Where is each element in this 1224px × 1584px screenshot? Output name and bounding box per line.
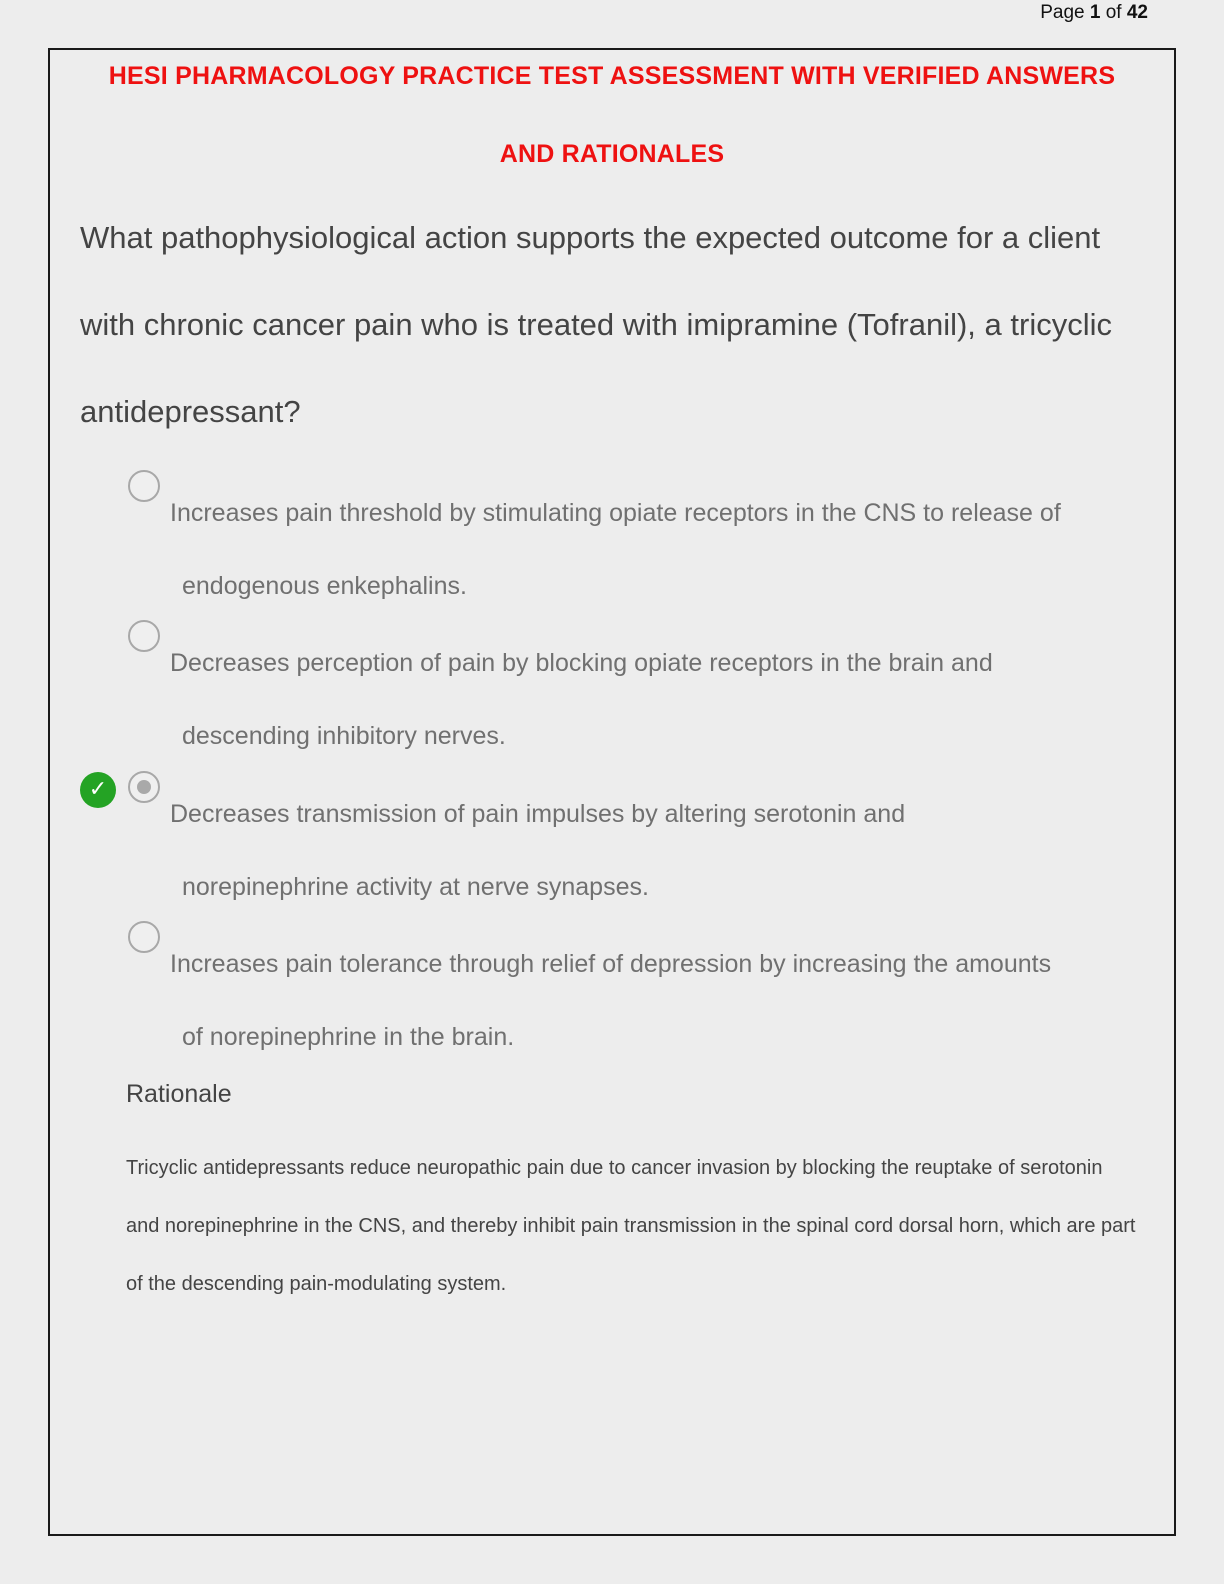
- option-line-2: endogenous enkephalins.: [182, 572, 467, 600]
- question-text: What pathophysiological action supports the expected outcome for a client with chronic cancer pain who is treated with imipramine (Tofranil), a tricyclic antidepressant?: [80, 220, 1112, 429]
- option-line-2: of norepinephrine in the brain.: [182, 1023, 515, 1051]
- radio-button-selected-icon[interactable]: [128, 771, 160, 803]
- option-line-2: norepinephrine activity at nerve synapses.: [182, 873, 649, 901]
- checkmark-circle-icon: ✓: [80, 772, 116, 808]
- option-line-2: descending inhibitory nerves.: [182, 722, 506, 750]
- page-label: Page: [1040, 2, 1085, 23]
- option-line-1: Decreases transmission of pain impulses by altering serotonin and: [170, 800, 906, 828]
- question-card: [48, 48, 1176, 1536]
- option-line-1: Increases pain threshold by stimulating opiate receptors in the CNS to release of: [170, 499, 1061, 527]
- page-of-label: of: [1105, 2, 1122, 23]
- answer-option-text: [170, 477, 1150, 623]
- answer-option-text: [170, 778, 1150, 924]
- document-title-continued: AND RATIONALES: [499, 140, 725, 168]
- total-pages: 42: [1126, 2, 1148, 23]
- current-page: 1: [1089, 2, 1101, 23]
- page-indicator: [1040, 2, 1148, 24]
- answer-option-text: [170, 928, 1150, 1074]
- document-title: HESI PHARMACOLOGY PRACTICE TEST ASSESSMENT WITH VERIFIED ANSWERS: [108, 62, 1116, 90]
- radio-button-icon[interactable]: [128, 470, 160, 502]
- radio-button-icon[interactable]: [128, 620, 160, 652]
- rationale-heading: Rationale: [126, 1080, 232, 1108]
- rationale-text: Tricyclic antidepressants reduce neuropathic pain due to cancer invasion by blocking the reuptake of serotonin and norepinephrine in the CNS, and thereby inhibit pain transmission in the spinal cord dorsal horn, which are part of the descending pain-modulating system.: [126, 1157, 1136, 1295]
- option-line-1: Increases pain tolerance through relief of depression by increasing the amounts: [170, 950, 1052, 978]
- option-line-1: Decreases perception of pain by blocking opiate receptors in the brain and: [170, 649, 993, 677]
- radio-button-icon[interactable]: [128, 921, 160, 953]
- answer-option-text: [170, 627, 1150, 773]
